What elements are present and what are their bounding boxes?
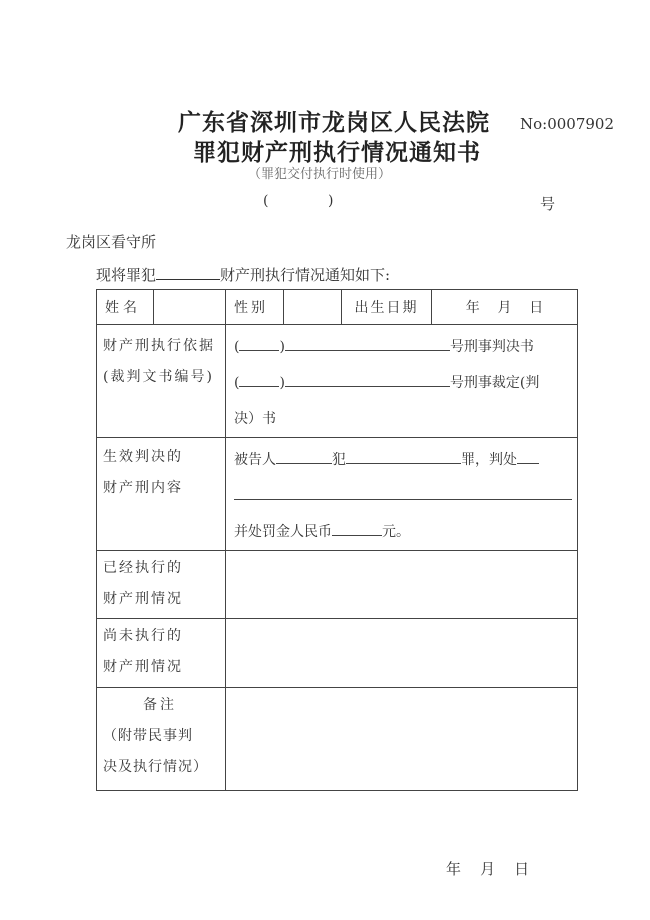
document-number: No:0007902	[520, 115, 615, 133]
intro-suffix: 财产刑执行情况通知如下:	[220, 266, 391, 284]
executed-label: 已经执行的 财产刑情况	[97, 551, 226, 619]
remarks-label: 备注 （附带民事判 决及执行情况）	[97, 688, 226, 791]
executed-field[interactable]	[226, 551, 578, 619]
basis-line-ruling: ( ) 号刑事裁定(判	[234, 365, 577, 401]
case-number-suffix: 号	[540, 195, 556, 213]
gender-label: 性别	[226, 290, 284, 325]
judgment-line-fine: 并处罚金人民币 元。	[234, 514, 577, 550]
case-number-paren-open: (	[263, 193, 269, 209]
document-title: 罪犯财产刑执行情况通知书	[193, 139, 481, 166]
judgment-content-field[interactable]	[226, 438, 578, 551]
usage-note: （罪犯交付执行时使用）	[248, 167, 392, 182]
intro-prefix: 现将罪犯	[96, 266, 157, 284]
birth-date-field[interactable]: 年 月 日	[432, 290, 578, 325]
judgment-line-1: 被告人 犯 罪，判处	[234, 442, 577, 478]
remarks-field[interactable]	[226, 688, 578, 791]
execution-basis-field[interactable]	[226, 325, 578, 438]
name-label: 姓名	[97, 290, 154, 325]
judgment-content-label: 生效判决的 财产刑内容	[97, 438, 226, 551]
execution-basis-label: 财产刑执行依据(裁判文书编号)	[97, 325, 226, 438]
criminal-name-blank[interactable]	[156, 265, 220, 280]
notice-form-table	[96, 289, 578, 791]
case-number-paren-close: )	[328, 193, 334, 209]
addressee: 龙岗区看守所	[66, 233, 157, 251]
gender-field[interactable]	[284, 290, 342, 325]
basis-line-ruling-cont: 决）书	[234, 411, 276, 427]
unexecuted-label: 尚未执行的 财产刑情况	[97, 619, 226, 688]
birth-date-label: 出生日期	[342, 290, 432, 325]
signature-date: 年 月 日	[446, 860, 530, 878]
basis-line-judgment: ( ) 号刑事判决书	[234, 329, 577, 365]
judgment-line-2	[234, 478, 577, 514]
name-field[interactable]	[154, 290, 226, 325]
intro-line	[96, 264, 390, 285]
court-title: 广东省深圳市龙岗区人民法院	[178, 109, 490, 136]
unexecuted-field[interactable]	[226, 619, 578, 688]
